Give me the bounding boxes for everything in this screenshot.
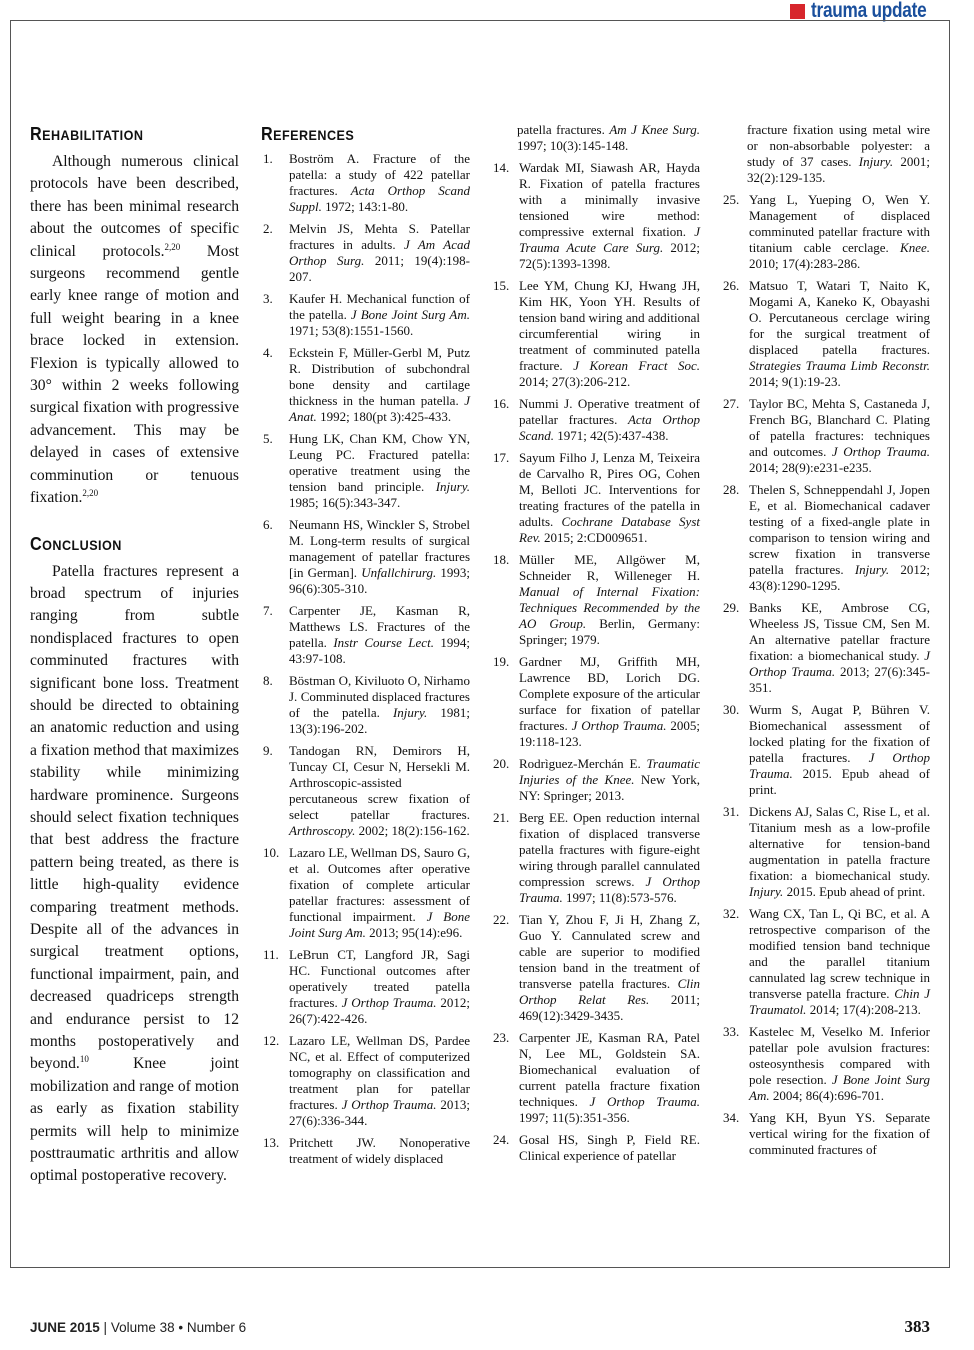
reference-text: Gardner MJ, Griffith MH, Lawrence BD, Lorich DG. Complete exposure of the articular surface for fixation of patellar fractures. J Orthop Trauma. 2005; 19:118-123. [519, 654, 700, 749]
reference-number: 15. [493, 278, 510, 293]
reference-number: 17. [493, 450, 510, 465]
reference-number: 11. [263, 947, 279, 962]
reference-text: Gosal HS, Singh P, Field RE. Clinical experience of patellar [519, 1132, 700, 1163]
reference-number: 26. [723, 278, 740, 293]
reference-item [491, 756, 700, 804]
reference-number: 27. [723, 396, 740, 411]
reference-number: 31. [723, 804, 740, 819]
reference-text: Lazaro LE, Wellman DS, Sauro G, et al. Outcomes after operative fixation of complete articular patellar fractures: assessment of functional impairment. J Bone Joint Surg Am. 2013; 95(14):e96. [289, 845, 470, 940]
references-heading: REFERENCES [261, 124, 355, 144]
reference-item [721, 396, 930, 476]
reference-text: Kastelec M, Veselko M. Inferior patellar pole avulsion fractures: osteosynthesis compared with pole resection. J Bone Joint Surg Am. 2004; 86(4):696-701. [749, 1024, 930, 1103]
reference-number: 2. [263, 221, 273, 236]
reference-item [491, 278, 700, 390]
reference-list-col2 [261, 151, 470, 1167]
reference-text: LeBrun CT, Langford JR, Sagi HC. Functional outcomes after operatively treated patella fractures. J Orthop Trauma. 2012; 26(7):422-426. [289, 947, 470, 1026]
reference-number: 25. [723, 192, 740, 207]
reference-item [721, 804, 930, 900]
reference-number: 23. [493, 1030, 510, 1045]
reference-text: Hung LK, Chan KM, Chow YN, Leung PC. Fractured patella: operative treatment using the tension band principle. Injury. 1985; 16(5):343-347. [289, 431, 470, 510]
reference-item [721, 192, 930, 272]
reference-item [721, 1024, 930, 1104]
reference-number: 5. [263, 431, 273, 446]
reference-item [261, 345, 470, 425]
page-number: 383 [904, 1317, 930, 1336]
reference-item [261, 221, 470, 285]
reference-number: 6. [263, 517, 273, 532]
reference-list-col4 [721, 192, 930, 1158]
reference-number: 14. [493, 160, 510, 175]
reference-text: Matsuo T, Watari T, Naito K, Mogami A, Kaneko K, Obayashi O. Percutaneous cerclage wiring for the surgical treatment of displaced patella fractures. Strategies Trauma Limb Reconstr. 2014; 9(1):19-23. [749, 278, 930, 389]
reference-text: Lazaro LE, Wellman DS, Pardee NC, et al. Effect of computerized tomography on classification and treatment plan for patellar fractures. J Orthop Trauma. 2013; 27(6):336-344. [289, 1033, 470, 1128]
reference-text: Eckstein F, Müller-Gerbl M, Putz R. Distribution of subchondral bone density and cartilage thickness in the human patella. J Anat. 1992; 180(pt 3):425-433. [289, 345, 470, 424]
column-2 [261, 122, 470, 1173]
reference-number: 4. [263, 345, 273, 360]
reference-number: 7. [263, 603, 273, 618]
reference-item [491, 450, 700, 546]
reference-list-col3 [491, 160, 700, 1164]
reference-text: Wang CX, Tan L, Qi BC, et al. A retrospective comparison of the modified tension band technique and the parallel titanium cannulated lag screw technique in transverse patella fracture. Chin J Traumatol. 2014; 17(4):208-213. [749, 906, 930, 1017]
reference-item [261, 1135, 470, 1167]
reference-text: Sayum Filho J, Lenza M, Teixeira de Carvalho R, Pires OG, Cohen M, Belloti JC. Interventions for treating fractures of the patella in adults. Cochrane Database Syst Rev. 2015; 2:CD009651. [519, 450, 700, 545]
reference-number: 24. [493, 1132, 510, 1147]
reference-item [261, 151, 470, 215]
reference-text: Melvin JS, Mehta S. Patellar fractures in adults. J Am Acad Orthop Surg. 2011; 19(4):198-207. [289, 221, 471, 284]
reference-item [721, 600, 930, 696]
reference-number: 22. [493, 912, 510, 927]
reference-number: 30. [723, 702, 740, 717]
reference-text: Wurm S, Augat P, Bühren V. Biomechanical assessment of locked plating for the fixation of patella fractures. J Orthop Trauma. 2015. Epub ahead of print. [749, 702, 930, 797]
reference-item [491, 552, 700, 648]
reference-item [261, 1033, 470, 1129]
reference-text: Tandogan RN, Demirors H, Tuncay CI, Cesur N, Hersekli M. Arthroscopic-assisted percutaneous screw fixation of select patellar fractures. Arthroscopy. 2002; 18(2):156-162. [289, 743, 470, 838]
reference-text: Kaufer H. Mechanical function of the patella. J Bone Joint Surg Am. 1971; 53(8):1551-1560. [289, 291, 470, 338]
section-tag-label: trauma update [811, 0, 927, 22]
reference-item [721, 1110, 930, 1158]
section-tag [790, 0, 952, 22]
reference-text: Berg EE. Open reduction internal fixation of displaced transverse patella fractures with figure-eight wiring through parallel cannulated compression screws. J Orthop Trauma. 1997; 11(8):573-576. [519, 810, 700, 905]
column-3 [491, 122, 700, 1170]
reference-number: 18. [493, 552, 510, 567]
reference-item [491, 654, 700, 750]
reference-number: 33. [723, 1024, 740, 1039]
reference-text: Banks KE, Ambrose CG, Wheeless JS, Tissue CM, Sen M. An alternative patellar fracture fixation: a biomechanical study. J Orthop Trauma. 2013; 27(6):345-351. [749, 600, 930, 695]
reference-number: 1. [263, 151, 273, 166]
rehabilitation-paragraph: Although numerous clinical protocols have been described, there has been minimal research about the outcomes of specific clinical protocols.$^{2,20}$ Most surgeons recommend gentle early knee range of motion and full weight bearing in a knee brace locked in extension. Flexion is typically allowed to 30° within 2 weeks following surgical fixation with progressive advancement. This may be delayed in cases of extensive comminution or tenuous fixation.$^{2,20}$ [30, 153, 239, 507]
reference-item [491, 1132, 700, 1164]
reference-item [721, 906, 930, 1018]
reference-item [261, 291, 470, 339]
reference-number: 12. [263, 1033, 280, 1048]
reference-text: Neumann HS, Winckler S, Strobel M. Long-term results of surgical management of patellar fractures [in German]. Unfallchirurg. 1993; 96(6):305-310. [289, 517, 470, 596]
rehabilitation-heading: REHABILITATION [30, 124, 144, 144]
reference-text: Carpenter JE, Kasman R, Matthews LS. Fractures of the patella. Instr Course Lect. 1994; 43:97-108. [289, 603, 470, 666]
reference-number: 13. [263, 1135, 280, 1150]
reference-item [491, 810, 700, 906]
reference-number: 29. [723, 600, 740, 615]
reference-continuation: patella fractures. Am J Knee Surg. 1997; 10(3):145-148. [517, 122, 700, 153]
reference-item [721, 482, 930, 594]
reference-number: 9. [263, 743, 273, 758]
reference-number: 28. [723, 482, 740, 497]
reference-continuation: fracture fixation using metal wire or non-absorbable polyester: a study of 37 cases. Injury. 2001; 32(2):129-135. [747, 122, 930, 185]
reference-item [261, 947, 470, 1027]
reference-text: Pritchett JW. Nonoperative treatment of widely displaced [289, 1135, 470, 1166]
reference-item [491, 912, 700, 1024]
reference-item [261, 845, 470, 941]
reference-item [261, 743, 470, 839]
reference-number: 32. [723, 906, 740, 921]
reference-text: Boström A. Fracture of the patella: a study of 422 patellar fractures. Acta Orthop Scand Suppl. 1972; 143:1-80. [289, 151, 471, 214]
reference-number: 19. [493, 654, 510, 669]
reference-text: Yang KH, Byun YS. Separate vertical wiring for the fixation of comminuted fractures of [749, 1110, 930, 1157]
reference-text: Nummi J. Operative treatment of patellar fractures. Acta Orthop Scand. 1971; 42(5):437-438. [519, 396, 700, 443]
reference-item [261, 517, 470, 597]
issue-info: JUNE 2015 | Volume 38 • Number 6 [30, 1319, 247, 1335]
column-4 [721, 122, 930, 1164]
section-tag-square [790, 4, 805, 19]
reference-item [721, 702, 930, 798]
reference-text: Thelen S, Schneppendahl J, Jopen E, et al. Biomechanical cadaver testing of a fixed-angle plate in comparison to tension wiring and screw fixation in transverse patella fractures. Injury. 2012; 43(8):1290-1295. [749, 482, 930, 593]
conclusion-heading: CONCLUSION [30, 533, 122, 554]
conclusion-paragraph: Patella fractures represent a broad spectrum of injuries ranging from subtle nondisplaced fractures to open comminuted fractures with significant bone loss. Treatment should be directed to obtaining an anatomic reduction and using a fixation method that maximizes stability while minimizing hardware prominence. Surgeons should select fixation techniques that best address the fracture pattern being treated, as there is little high-quality evidence comparing treatment methods. Despite all of the advances in surgical treatment options, functional impairment, pain, and decreased quadriceps strength and endurance persist to 12 months postoperatively and beyond.$^{10}$ Knee joint mobilization and range of motion as early as fixation stability permits will help to minimize posttraumatic arthritis and allow optimal postoperative recovery. [30, 562, 239, 1185]
reference-item [491, 396, 700, 444]
page-footer [30, 1317, 930, 1337]
reference-number: 34. [723, 1110, 740, 1125]
reference-item [721, 278, 930, 390]
reference-item [261, 431, 470, 511]
reference-text: Tian Y, Zhou F, Ji H, Zhang Z, Guo Y. Cannulated screw and cable are superior to modified tension band in the treatment of transverse patella fractures. Clin Orthop Relat Res. 2011; 469(12):3429-3435. [519, 912, 700, 1023]
reference-number: 10. [263, 845, 280, 860]
reference-number: 20. [493, 756, 510, 771]
reference-text: Rodrìguez-Merchán E. Traumatic Injuries of the Knee. New York, NY: Springer; 2013. [519, 756, 700, 803]
reference-item [491, 1030, 700, 1126]
reference-item [491, 160, 700, 272]
column-1 [30, 122, 239, 1210]
reference-text: Carpenter JE, Kasman RA, Patel N, Lee ML, Goldstein SA. Biomechanical evaluation of current patella fracture fixation techniques. J Orthop Trauma. 1997; 11(5):351-356. [519, 1030, 700, 1125]
reference-text: Taylor BC, Mehta S, Castaneda J, French BG, Blanchard C. Plating of patella fractures: techniques and outcomes. J Orthop Trauma. 2014; 28(9):e231-e235. [749, 396, 930, 475]
reference-number: 21. [493, 810, 510, 825]
reference-item [261, 603, 470, 667]
reference-number: 8. [263, 673, 273, 688]
reference-text: Yang L, Yueping O, Wen Y. Management of displaced comminuted patellar fracture with titanium cable cerclage. Knee. 2010; 17(4):283-286. [749, 192, 930, 271]
reference-item [261, 673, 470, 737]
reference-number: 16. [493, 396, 510, 411]
reference-text: Wardak MI, Siawash AR, Hayda R. Fixation of patella fractures with a minimally invasive tensioned wire method: compressive external fixation. J Trauma Acute Care Surg. 2012; 72(5):1393-1398. [519, 160, 700, 271]
reference-text: Müller ME, Allgöwer M, Schneider R, Willeneger H. Manual of Internal Fixation: Techniques Recommended by the AO Group. Berlin, Germany: Springer; 1979. [519, 552, 700, 647]
reference-number: 3. [263, 291, 273, 306]
reference-text: Dickens AJ, Salas C, Rise L, et al. Titanium mesh as a low-profile alternative for tension-band augmentation in patella fracture fixation: a biomechanical study. Injury. 2015. Epub ahead of print. [749, 804, 930, 899]
reference-text: Böstman O, Kiviluoto O, Nirhamo J. Comminuted displaced fractures of the patella. Injury. 1981; 13(3):196-202. [289, 673, 470, 736]
reference-text: Lee YM, Chung KJ, Hwang JH, Kim HK, Yoon YH. Results of tension band wiring and additional circumferential wiring in treatment of comminuted patella fracture. J Korean Fract Soc. 2014; 27(3):206-212. [519, 278, 700, 389]
